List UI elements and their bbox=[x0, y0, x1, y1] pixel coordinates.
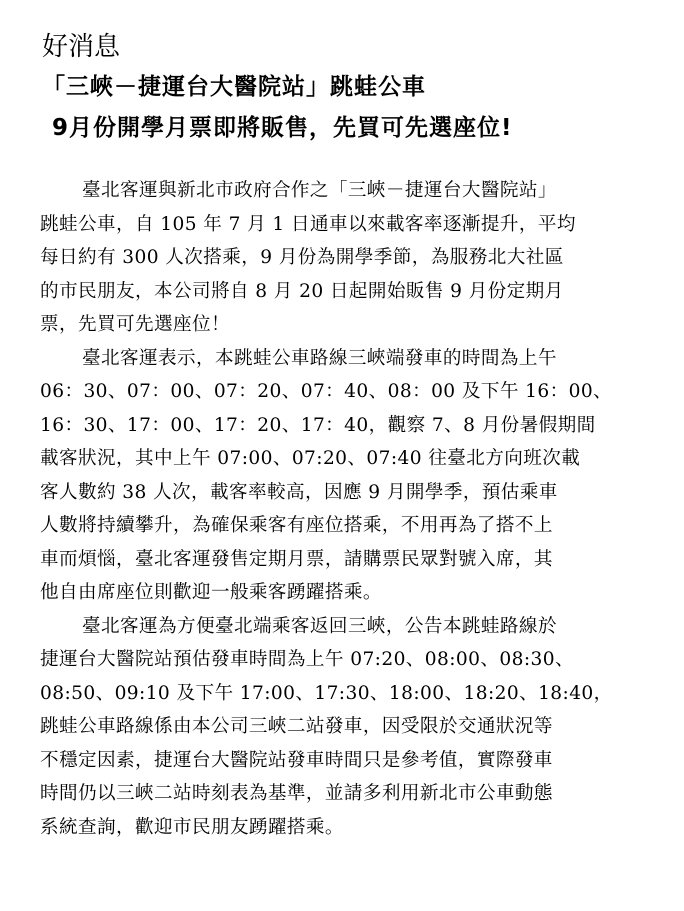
paragraph-line: 客人數約 38 人次，載客率較高，因應 9 月開學季，預估乘車 bbox=[40, 481, 558, 503]
paragraph-line: 06：30、07：00、07：20、07：40、08：00 及下午 16：00、 bbox=[40, 381, 613, 402]
paragraph-1 bbox=[40, 174, 660, 342]
paragraph-line: 捷運台大醫院站預估發車時間為上午 07:20、08:00、08:30、 bbox=[40, 649, 574, 670]
paragraph-line: 臺北客運與新北市政府合作之「三峽－捷運台大醫院站」 bbox=[82, 180, 557, 201]
paragraph-line: 16：30、17：00、17：20、17：40，觀察 7、8 月份暑假期間 bbox=[40, 414, 596, 436]
headline-line-2: 9月份開學月票即將販售，先買可先選座位! bbox=[52, 115, 513, 141]
paragraph-line: 跳蛙公車，自 105 年 7 月 1 日通車以來載客率逐漸提升，平均 bbox=[40, 213, 576, 235]
paragraph-3 bbox=[40, 610, 660, 845]
paragraph-line: 的市民朋友，本公司將自 8 月 20 日起開始販售 9 月份定期月 bbox=[40, 280, 564, 302]
paragraph-line: 系統查詢，歡迎市民朋友踴躍搭乘。 bbox=[40, 816, 344, 838]
news-label: 好消息 bbox=[42, 32, 121, 62]
paragraph-line: 08:50、09:10 及下午 17:00、17:30、18:00、18:20、18:40， bbox=[40, 682, 613, 704]
paragraph-line: 載客狀況，其中上午 07:00、07:20、07:40 往臺北方向班次載 bbox=[40, 448, 581, 469]
paragraph-line: 每日約有 300 人次搭乘，9 月份為開學季節，為服務北大社區 bbox=[40, 247, 564, 268]
paragraph-line: 人數將持續攀升，為確保乘客有座位搭乘，不用再為了搭不上 bbox=[40, 515, 553, 536]
paragraph-line: 票，先買可先選座位！ bbox=[40, 314, 230, 335]
paragraph-line: 不穩定因素，捷運台大醫院站發車時間只是參考值，實際發車 bbox=[40, 749, 553, 771]
headline-line-1: 「三峽－捷運台大醫院站」跳蛙公車 bbox=[42, 74, 426, 100]
paragraph-line: 他自由席座位則歡迎一般乘客踴躍搭乘。 bbox=[40, 582, 382, 603]
paragraph-line: 臺北客運為方便臺北端乘客返回三峽，公告本跳蛙路線於 bbox=[82, 615, 557, 637]
article-body bbox=[40, 174, 660, 844]
paragraph-line: 車而煩惱，臺北客運發售定期月票，請購票民眾對號入席，其 bbox=[40, 548, 553, 570]
paragraph-line: 臺北客運表示，本跳蛙公車路線三峽端發車的時間為上午 bbox=[82, 347, 557, 369]
paragraph-line: 跳蛙公車路線係由本公司三峽二站發車，因受限於交通狀況等 bbox=[40, 716, 553, 737]
paragraph-2 bbox=[40, 342, 660, 610]
paragraph-line: 時間仍以三峽二站時刻表為基準，並請多利用新北市公車動態 bbox=[40, 783, 553, 804]
